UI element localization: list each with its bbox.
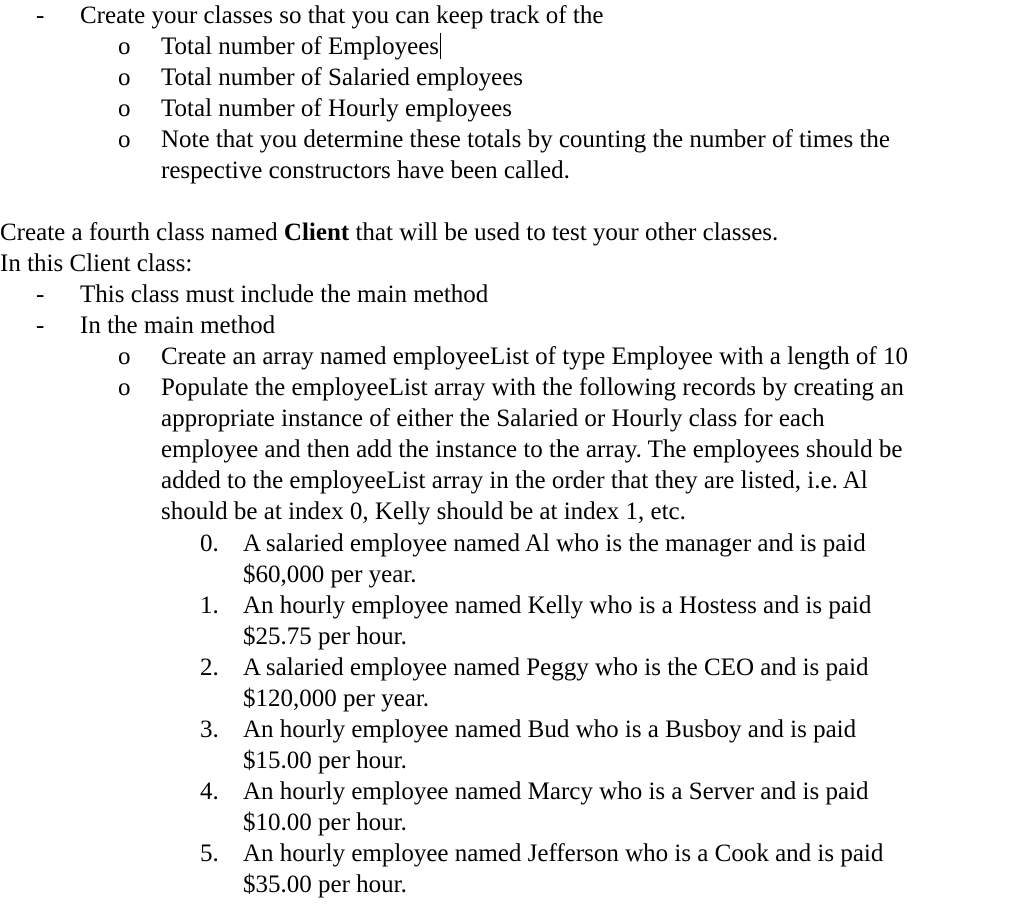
note-line-2: respective constructors have been called. xyxy=(161,157,570,184)
record-number: 2. xyxy=(200,654,219,681)
bullet-marker: o xyxy=(118,374,131,401)
populate-line-3: employee and then add the instance to the array. The employees should be xyxy=(161,436,903,463)
populate-line-5: should be at index 0, Kelly should be at index 1, etc. xyxy=(161,498,686,525)
client-intro-prefix: Create a fourth class named xyxy=(0,219,284,246)
record-number: 5. xyxy=(200,840,219,867)
dash-marker: - xyxy=(36,312,45,339)
record-number: 1. xyxy=(200,592,219,619)
populate-line-2: appropriate instance of either the Salaried or Hourly class for each xyxy=(161,405,825,432)
client-class-name: Client xyxy=(283,219,350,246)
client-intro xyxy=(0,217,778,248)
record-pay: $25.75 per hour. xyxy=(243,623,407,650)
client-intro-suffix: that will be used to test your other classes. xyxy=(349,219,779,246)
client-class-heading: In this Client class: xyxy=(0,250,193,277)
bullet-marker: o xyxy=(118,33,131,60)
track-item-salaried: Total number of Salaried employees xyxy=(161,64,524,91)
bullet-marker: o xyxy=(118,64,131,91)
bullet-marker: o xyxy=(118,126,131,153)
record-line: An hourly employee named Kelly who is a Hostess and is paid xyxy=(243,592,872,619)
dash-marker: - xyxy=(36,281,45,308)
record-number: 3. xyxy=(200,716,219,743)
record-pay: $15.00 per hour. xyxy=(243,747,407,774)
track-item-employees xyxy=(161,31,441,62)
text-cursor xyxy=(440,33,441,59)
record-line: An hourly employee named Bud who is a Busboy and is paid xyxy=(243,716,857,743)
populate-line-1: Populate the employeeList array with the following records by creating an xyxy=(161,374,904,401)
record-line: A salaried employee named Peggy who is the CEO and is paid xyxy=(243,654,869,681)
record-pay: $120,000 per year. xyxy=(243,685,430,712)
requirement-main-method: This class must include the main method xyxy=(80,281,489,308)
track-heading: Create your classes so that you can keep track of the xyxy=(80,2,604,29)
note-line-1: Note that you determine these totals by counting the number of times the xyxy=(161,126,890,153)
record-line: An hourly employee named Marcy who is a Server and is paid xyxy=(243,778,869,805)
dash-marker: - xyxy=(36,2,45,29)
record-pay: $60,000 per year. xyxy=(243,561,417,588)
track-item-hourly: Total number of Hourly employees xyxy=(161,95,512,122)
populate-line-4: added to the employeeList array in the order that they are listed, i.e. Al xyxy=(161,467,868,494)
create-array-instruction: Create an array named employeeList of type Employee with a length of 10 xyxy=(161,343,908,370)
track-item-employees-text: Total number of Employees xyxy=(161,33,440,60)
bullet-marker: o xyxy=(118,343,131,370)
requirement-in-main: In the main method xyxy=(80,312,276,339)
record-number: 0. xyxy=(200,530,219,557)
record-pay: $10.00 per hour. xyxy=(243,809,407,836)
record-pay: $35.00 per hour. xyxy=(243,871,407,898)
record-number: 4. xyxy=(200,778,219,805)
record-line: An hourly employee named Jefferson who is a Cook and is paid xyxy=(243,840,884,867)
bullet-marker: o xyxy=(118,95,131,122)
record-line: A salaried employee named Al who is the manager and is paid xyxy=(243,530,866,557)
